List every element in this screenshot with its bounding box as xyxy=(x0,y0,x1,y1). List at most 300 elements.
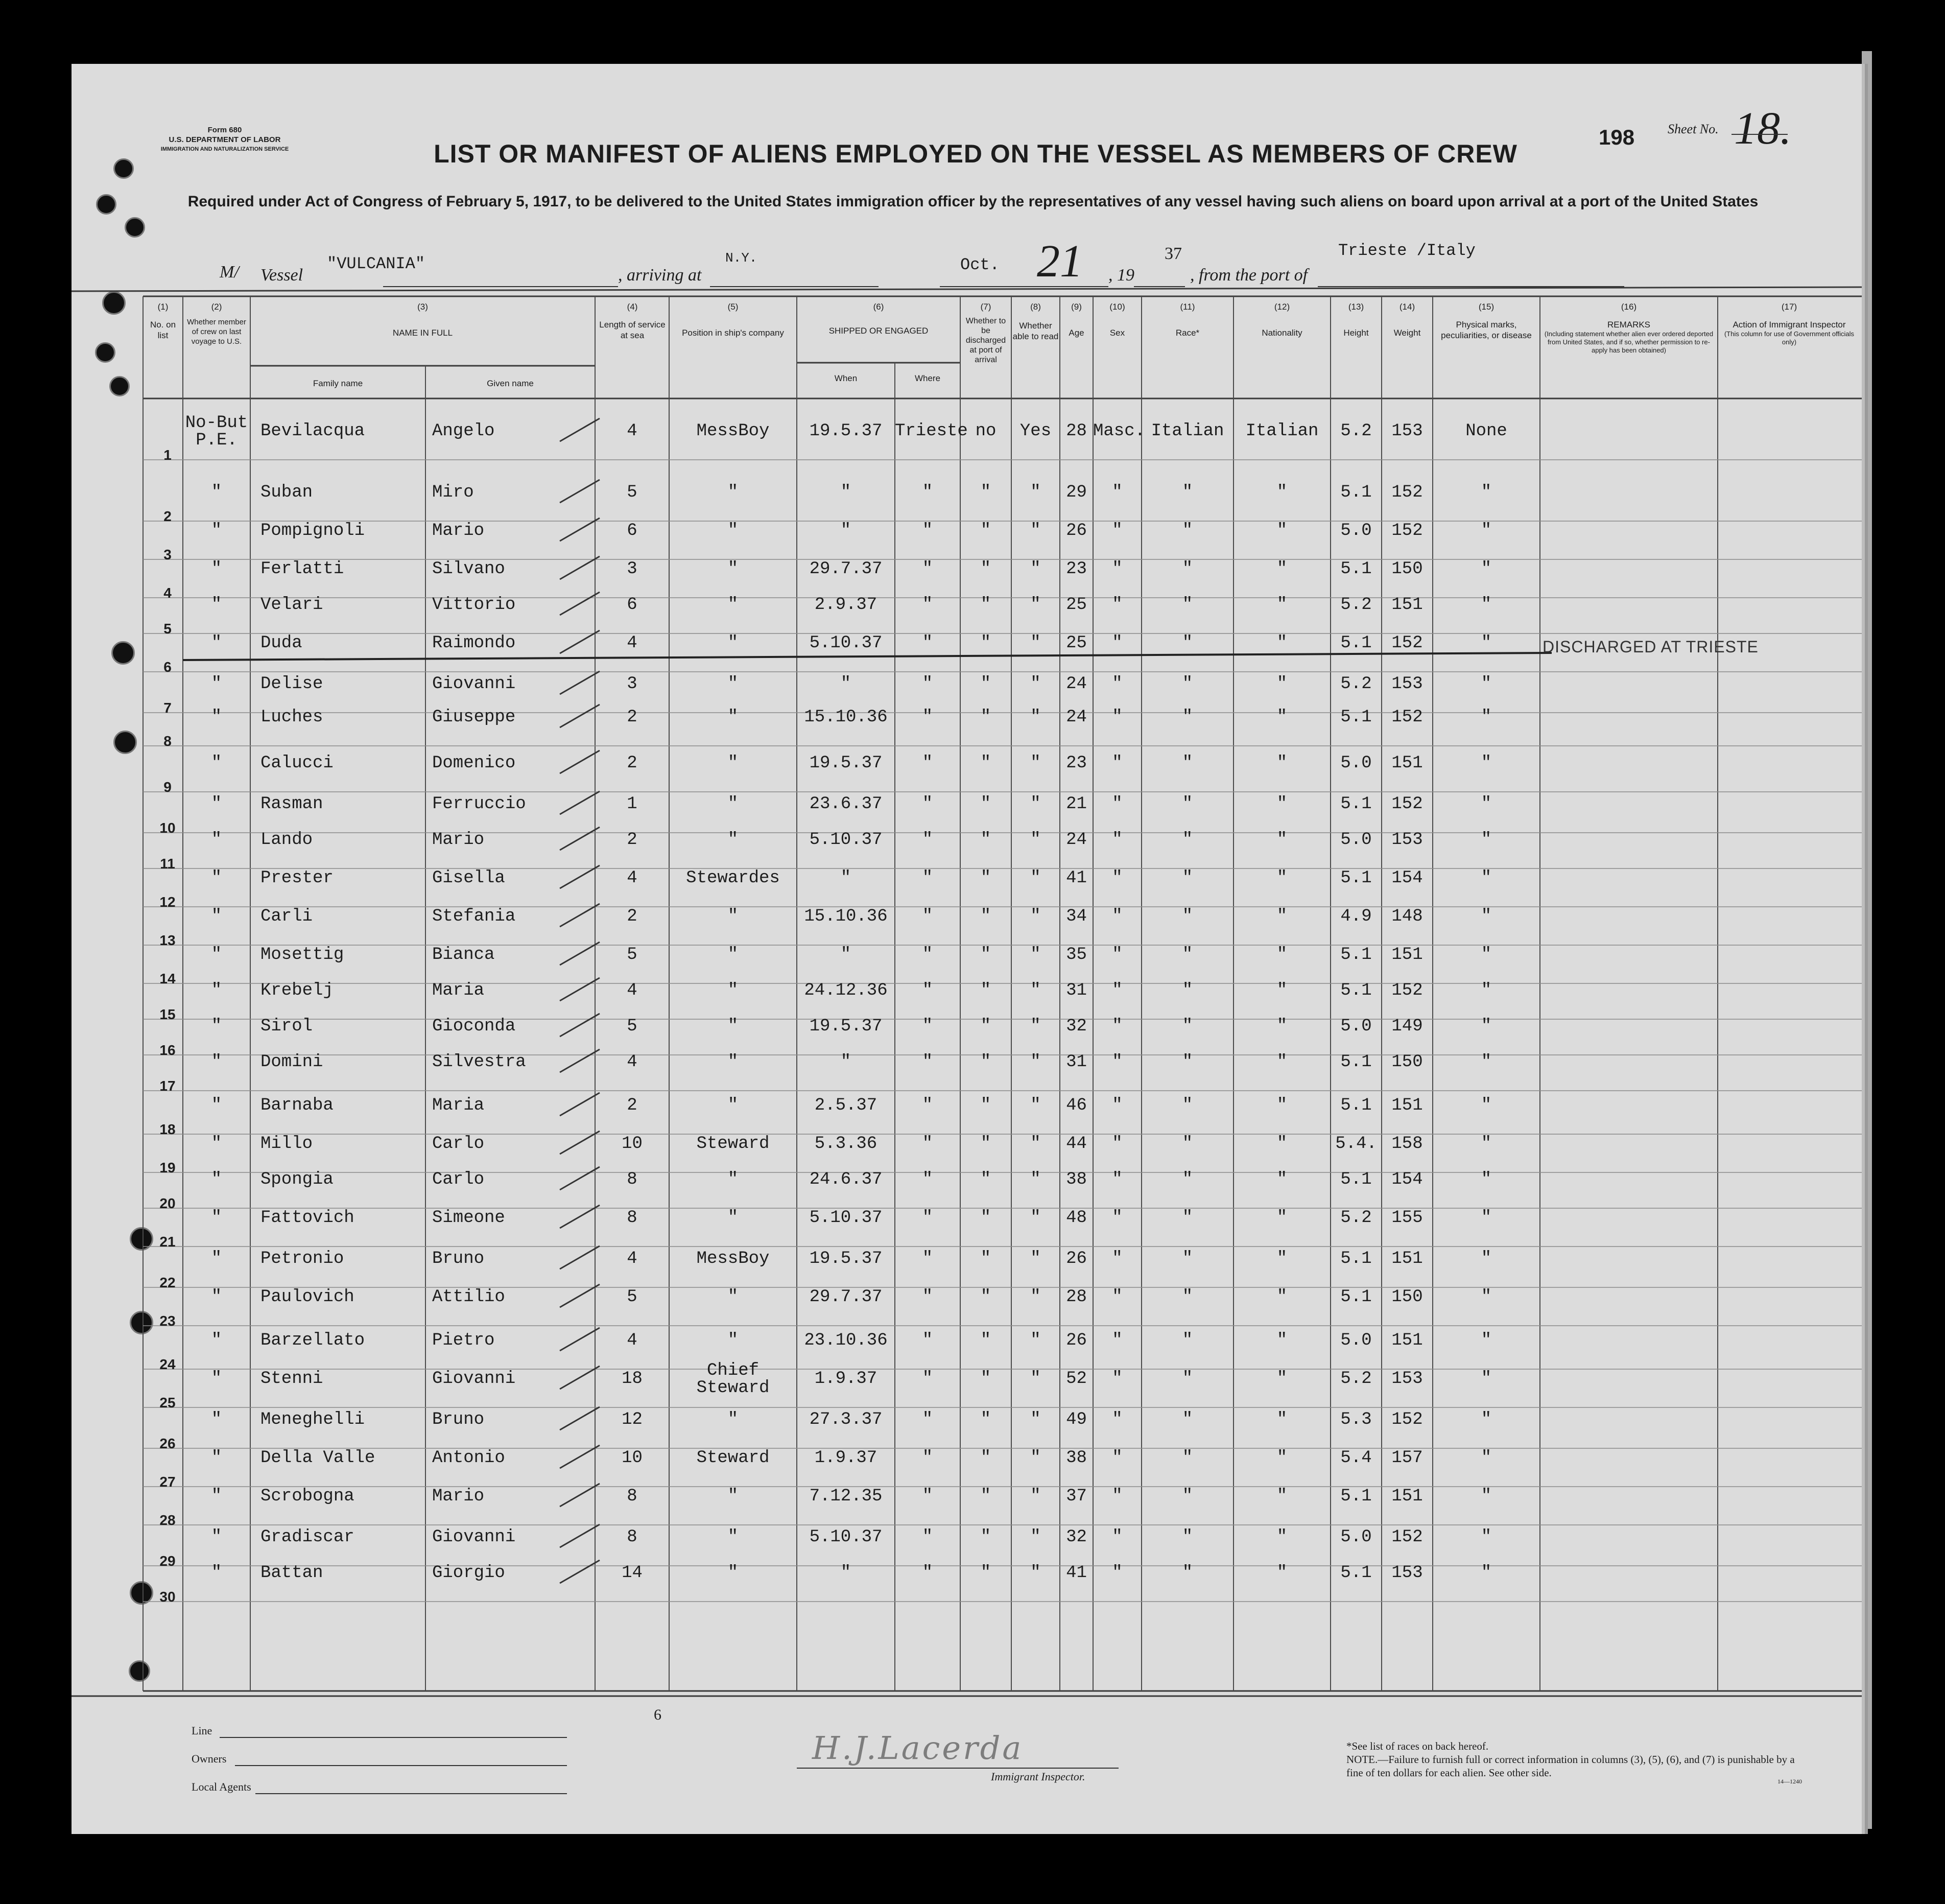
col-discharged-header: (7) Whether to be discharged at port of arrival xyxy=(965,302,1006,364)
cell-sex: " xyxy=(1112,595,1123,615)
cell-crew: " xyxy=(211,1410,222,1429)
cell-position: MessBoy xyxy=(696,421,770,441)
cell-crew: " xyxy=(211,1134,222,1154)
cell-weight: 151 xyxy=(1391,1331,1423,1350)
cell-service: 6 xyxy=(627,521,637,540)
cell-weight: 151 xyxy=(1391,1249,1423,1268)
cell-height: 5.1 xyxy=(1340,794,1372,814)
row-number: 1 xyxy=(163,447,172,463)
cell-weight: 152 xyxy=(1391,483,1423,502)
cell-position: MessBoy xyxy=(696,1249,770,1268)
cell-weight: 158 xyxy=(1391,1134,1423,1154)
cell-sex: " xyxy=(1112,1527,1123,1547)
cell-given: Carlo xyxy=(432,1170,485,1189)
row-number: 8 xyxy=(163,733,172,749)
cell-when: 19.5.37 xyxy=(809,1017,883,1036)
row-number: 24 xyxy=(159,1356,176,1372)
cell-height: 5.1 xyxy=(1340,945,1372,965)
cell-weight: 151 xyxy=(1391,595,1423,615)
cell-weight: 153 xyxy=(1391,674,1423,694)
cell-read: " xyxy=(1030,754,1041,773)
cell-age: 32 xyxy=(1066,1017,1087,1036)
cell-crew: " xyxy=(211,981,222,1000)
cell-age: 26 xyxy=(1066,521,1087,540)
cell-nat: " xyxy=(1276,1017,1288,1036)
cell-height: 5.1 xyxy=(1340,1170,1372,1189)
row-number: 21 xyxy=(159,1234,176,1250)
cell-disch: " xyxy=(980,1096,991,1115)
cell-family: Sirol xyxy=(260,1017,313,1036)
cell-disch: " xyxy=(980,1249,991,1268)
cell-service: 5 xyxy=(627,945,637,965)
cell-when: 19.5.37 xyxy=(809,1249,883,1268)
cell-weight: 151 xyxy=(1391,1487,1423,1506)
col-action-header: (17) Action of Immigrant Inspector (This column for use of Government officials only) xyxy=(1724,302,1855,346)
cell-marks: " xyxy=(1481,1134,1492,1154)
cell-when: " xyxy=(840,945,851,965)
cell-family: Velari xyxy=(260,595,323,615)
cell-where: " xyxy=(922,1331,933,1350)
cell-height: 4.9 xyxy=(1340,907,1372,926)
row-number: 29 xyxy=(159,1553,176,1569)
cell-position: " xyxy=(727,1487,739,1506)
cell-where: " xyxy=(922,1017,933,1036)
cell-disch: " xyxy=(980,1410,991,1429)
cell-where: " xyxy=(922,1208,933,1228)
cell-crew: " xyxy=(211,1017,222,1036)
cell-given: Attilio xyxy=(432,1287,505,1307)
col-no-header: (1) No. on list xyxy=(150,302,176,340)
cell-where: " xyxy=(922,1052,933,1072)
cell-height: 5.0 xyxy=(1340,1331,1372,1350)
cell-position: " xyxy=(727,1331,739,1350)
cell-where: " xyxy=(922,1249,933,1268)
cell-service: 8 xyxy=(627,1208,637,1228)
cell-disch: no xyxy=(975,421,997,441)
cell-given: Pietro xyxy=(432,1331,495,1350)
cell-weight: 149 xyxy=(1391,1017,1423,1036)
cell-given: Domenico xyxy=(432,754,516,773)
cell-weight: 152 xyxy=(1391,1527,1423,1547)
cell-where: " xyxy=(922,1287,933,1307)
cell-service: 8 xyxy=(627,1487,637,1506)
cell-crew: " xyxy=(211,1369,222,1389)
cell-race: " xyxy=(1182,907,1193,926)
cell-weight: 152 xyxy=(1391,1410,1423,1429)
cell-position: " xyxy=(727,794,739,814)
cell-nat: " xyxy=(1276,830,1288,850)
cell-family: Barnaba xyxy=(260,1096,334,1115)
cell-read: " xyxy=(1030,674,1041,694)
cell-given: Gisella xyxy=(432,868,505,888)
row-number: 12 xyxy=(159,894,176,910)
department-name: U.S. DEPARTMENT OF LABOR xyxy=(169,135,281,144)
cell-when: " xyxy=(840,1563,851,1583)
cell-service: 4 xyxy=(627,1249,637,1268)
cell-disch: " xyxy=(980,521,991,540)
cell-read: " xyxy=(1030,1287,1041,1307)
col-read-header: (8) Whether able to read xyxy=(1012,302,1059,341)
cell-position: " xyxy=(727,1563,739,1583)
cell-age: 38 xyxy=(1066,1448,1087,1468)
cell-given: Bruno xyxy=(432,1249,485,1268)
cell-crew: " xyxy=(211,1287,222,1307)
cell-read: " xyxy=(1030,633,1041,653)
cell-nat: " xyxy=(1276,1134,1288,1154)
cell-nat: " xyxy=(1276,1369,1288,1389)
cell-given: Mario xyxy=(432,1487,485,1506)
row-number: 20 xyxy=(159,1195,176,1211)
cell-nat: " xyxy=(1276,945,1288,965)
cell-crew: " xyxy=(211,521,222,540)
cell-sex: " xyxy=(1112,708,1123,727)
cell-race: " xyxy=(1182,1134,1193,1154)
cell-nat: " xyxy=(1276,708,1288,727)
cell-read: Yes xyxy=(1019,421,1052,441)
cell-where: " xyxy=(922,907,933,926)
cell-disch: " xyxy=(980,1487,991,1506)
cell-read: " xyxy=(1030,1448,1041,1468)
cell-age: 52 xyxy=(1066,1369,1087,1389)
cell-when: 19.5.37 xyxy=(809,421,883,441)
cell-crew: " xyxy=(211,794,222,814)
cell-sex: " xyxy=(1112,945,1123,965)
departure-port: Trieste /Italy xyxy=(1338,241,1476,260)
cell-weight: 152 xyxy=(1391,981,1423,1000)
cell-sex: " xyxy=(1112,1410,1123,1429)
cell-weight: 150 xyxy=(1391,1287,1423,1307)
cell-position: " xyxy=(727,907,739,926)
cell-age: 32 xyxy=(1066,1527,1087,1547)
cell-height: 5.1 xyxy=(1340,1287,1372,1307)
cell-crew: " xyxy=(211,674,222,694)
cell-race: " xyxy=(1182,945,1193,965)
cell-age: 34 xyxy=(1066,907,1087,926)
cell-sex: Masc. xyxy=(1093,421,1146,441)
arriving-port: N.Y. xyxy=(725,250,757,266)
cell-race: " xyxy=(1182,559,1193,579)
cell-family: Millo xyxy=(260,1134,313,1154)
cell-service: 12 xyxy=(622,1410,643,1429)
cell-service: 4 xyxy=(627,868,637,888)
cell-age: 44 xyxy=(1066,1134,1087,1154)
cell-position: " xyxy=(727,1096,739,1115)
cell-weight: 154 xyxy=(1391,1170,1423,1189)
cell-family: Barzellato xyxy=(260,1331,365,1350)
cell-height: 5.2 xyxy=(1340,595,1372,615)
cell-weight: 151 xyxy=(1391,754,1423,773)
cell-given: Ferruccio xyxy=(432,794,526,814)
cell-read: " xyxy=(1030,945,1041,965)
cell-weight: 150 xyxy=(1391,559,1423,579)
cell-given: Miro xyxy=(432,483,474,502)
cell-position: Chief Steward xyxy=(696,1361,770,1398)
cell-sex: " xyxy=(1112,674,1123,694)
col-remarks-header: (16) REMARKS (Including statement whether alien ever ordered deported from United States, and if so, whether permission to re-apply has been obtained) xyxy=(1544,302,1714,354)
cell-age: 24 xyxy=(1066,830,1087,850)
cell-race: " xyxy=(1182,1096,1193,1115)
cell-marks: " xyxy=(1481,1208,1492,1228)
arriving-label: , arriving at xyxy=(618,266,702,285)
cell-crew: " xyxy=(211,1331,222,1350)
cell-sex: " xyxy=(1112,1134,1123,1154)
cell-weight: 154 xyxy=(1391,868,1423,888)
cell-disch: " xyxy=(980,830,991,850)
cell-read: " xyxy=(1030,868,1041,888)
cell-family: Bevilacqua xyxy=(260,421,365,441)
row-number: 30 xyxy=(159,1589,176,1605)
cell-family: Pompignoli xyxy=(260,521,365,540)
cell-sex: " xyxy=(1112,1096,1123,1115)
cell-disch: " xyxy=(980,674,991,694)
print-code: 14—1240 xyxy=(1777,1778,1802,1785)
row-number: 7 xyxy=(163,700,172,716)
cell-sex: " xyxy=(1112,830,1123,850)
cell-disch: " xyxy=(980,1287,991,1307)
cell-race: " xyxy=(1182,483,1193,502)
cell-family: Domini xyxy=(260,1052,323,1072)
cell-sex: " xyxy=(1112,981,1123,1000)
cell-nat: " xyxy=(1276,1563,1288,1583)
cell-height: 5.1 xyxy=(1340,1487,1372,1506)
cell-weight: 148 xyxy=(1391,907,1423,926)
cell-when: 24.6.37 xyxy=(809,1170,883,1189)
cell-family: Delise xyxy=(260,674,323,694)
cell-nat: " xyxy=(1276,754,1288,773)
cell-age: 26 xyxy=(1066,1249,1087,1268)
cell-given: Gioconda xyxy=(432,1017,516,1036)
cell-service: 4 xyxy=(627,1052,637,1072)
cell-height: 5.0 xyxy=(1340,521,1372,540)
cell-service: 8 xyxy=(627,1527,637,1547)
cell-disch: " xyxy=(980,559,991,579)
row-number: 9 xyxy=(163,779,172,795)
cell-nat: " xyxy=(1276,1170,1288,1189)
cell-read: " xyxy=(1030,1096,1041,1115)
cell-when: 5.10.37 xyxy=(809,1527,883,1547)
cell-marks: " xyxy=(1481,1487,1492,1506)
cell-service: 14 xyxy=(622,1563,643,1583)
cell-position: " xyxy=(727,633,739,653)
cell-weight: 151 xyxy=(1391,1096,1423,1115)
cell-crew: " xyxy=(211,1563,222,1583)
cell-read: " xyxy=(1030,1487,1041,1506)
cell-read: " xyxy=(1030,1563,1041,1583)
cell-family: Rasman xyxy=(260,794,323,814)
cell-crew: " xyxy=(211,1096,222,1115)
cell-nat: " xyxy=(1276,1052,1288,1072)
cell-given: Giovanni xyxy=(432,674,516,694)
cell-where: " xyxy=(922,1134,933,1154)
cell-weight: 157 xyxy=(1391,1448,1423,1468)
cell-age: 23 xyxy=(1066,754,1087,773)
cell-disch: " xyxy=(980,595,991,615)
cell-nat: " xyxy=(1276,1331,1288,1350)
cell-family: Fattovich xyxy=(260,1208,354,1228)
cell-nat: " xyxy=(1276,633,1288,653)
cell-height: 5.2 xyxy=(1340,1369,1372,1389)
cell-race: " xyxy=(1182,1563,1193,1583)
cell-when: " xyxy=(840,868,851,888)
cell-where: " xyxy=(922,1487,933,1506)
cell-when: 24.12.36 xyxy=(804,981,888,1000)
cell-age: 21 xyxy=(1066,794,1087,814)
cell-position: " xyxy=(727,1287,739,1307)
cell-height: 5.0 xyxy=(1340,1527,1372,1547)
cell-disch: " xyxy=(980,981,991,1000)
cell-race: " xyxy=(1182,674,1193,694)
cell-when: 23.10.36 xyxy=(804,1331,888,1350)
cell-read: " xyxy=(1030,830,1041,850)
cell-crew: " xyxy=(211,830,222,850)
cell-marks: " xyxy=(1481,907,1492,926)
cell-marks: " xyxy=(1481,1096,1492,1115)
cell-crew: " xyxy=(211,483,222,502)
row-number: 14 xyxy=(159,971,176,986)
cell-crew: " xyxy=(211,1487,222,1506)
owners-label: Owners xyxy=(192,1752,227,1765)
cell-marks: " xyxy=(1481,1527,1492,1547)
cell-disch: " xyxy=(980,945,991,965)
cell-when: 2.9.37 xyxy=(814,595,877,615)
cell-disch: " xyxy=(980,1134,991,1154)
cell-given: Mario xyxy=(432,521,485,540)
col-age-header: (9) Age xyxy=(1069,302,1084,338)
col-service-header: (4) Length of service at sea xyxy=(599,302,666,340)
cell-race: " xyxy=(1182,981,1193,1000)
handwritten-mark: 6 xyxy=(654,1706,661,1723)
col-height-header: (13) Height xyxy=(1343,302,1369,338)
cell-weight: 155 xyxy=(1391,1208,1423,1228)
vessel-name: "VULCANIA" xyxy=(327,254,425,273)
cell-disch: " xyxy=(980,1052,991,1072)
cell-race: " xyxy=(1182,1208,1193,1228)
cell-sex: " xyxy=(1112,483,1123,502)
cell-race: " xyxy=(1182,633,1193,653)
cell-age: 49 xyxy=(1066,1410,1087,1429)
cell-disch: " xyxy=(980,1017,991,1036)
cell-given: Angelo xyxy=(432,421,495,441)
cell-height: 5.1 xyxy=(1340,868,1372,888)
cell-nat: " xyxy=(1276,1448,1288,1468)
row-number: 16 xyxy=(159,1042,176,1058)
cell-family: Ferlatti xyxy=(260,559,344,579)
cell-race: " xyxy=(1182,830,1193,850)
cell-marks: " xyxy=(1481,1170,1492,1189)
vessel-label: Vessel xyxy=(260,266,303,285)
cell-height: 5.2 xyxy=(1340,421,1372,441)
cell-family: Battan xyxy=(260,1563,323,1583)
cell-age: 24 xyxy=(1066,674,1087,694)
cell-position: " xyxy=(727,708,739,727)
cell-height: 5.1 xyxy=(1340,559,1372,579)
cell-family: Carli xyxy=(260,907,313,926)
cell-given: Antonio xyxy=(432,1448,505,1468)
cell-marks: " xyxy=(1481,1563,1492,1583)
col-position-header: (5) Position in ship's company xyxy=(682,302,784,338)
cell-position: Stewardes xyxy=(686,868,780,888)
row-number: 13 xyxy=(159,932,176,948)
cell-read: " xyxy=(1030,794,1041,814)
sheet-label: Sheet No. xyxy=(1668,122,1719,136)
family-name-header: Family name xyxy=(313,379,363,388)
cell-nat: " xyxy=(1276,794,1288,814)
row-number: 18 xyxy=(159,1121,176,1137)
cell-where: " xyxy=(922,1170,933,1189)
row-number: 23 xyxy=(159,1313,176,1329)
service-name: IMMIGRATION AND NATURALIZATION SERVICE xyxy=(160,146,289,152)
cell-crew: " xyxy=(211,1170,222,1189)
cell-when: 15.10.36 xyxy=(804,907,888,926)
cell-disch: " xyxy=(980,483,991,502)
cell-when: 5.10.37 xyxy=(809,1208,883,1228)
cell-service: 5 xyxy=(627,1017,637,1036)
cell-read: " xyxy=(1030,907,1041,926)
cell-service: 6 xyxy=(627,595,637,615)
cell-read: " xyxy=(1030,981,1041,1000)
cell-nat: " xyxy=(1276,1096,1288,1115)
cell-service: 5 xyxy=(627,483,637,502)
cell-position: " xyxy=(727,1208,739,1228)
cell-position: " xyxy=(727,521,739,540)
cell-when: 19.5.37 xyxy=(809,754,883,773)
page-number: 198 xyxy=(1599,125,1635,149)
cell-crew: " xyxy=(211,1052,222,1072)
cell-sex: " xyxy=(1112,1487,1123,1506)
row-number: 19 xyxy=(159,1160,176,1176)
cell-family: Meneghelli xyxy=(260,1410,365,1429)
row-number: 5 xyxy=(163,621,172,637)
cell-where: " xyxy=(922,981,933,1000)
cell-crew: " xyxy=(211,559,222,579)
cell-age: 28 xyxy=(1066,1287,1087,1307)
cell-read: " xyxy=(1030,1249,1041,1268)
cell-height: 5.1 xyxy=(1340,633,1372,653)
cell-race: " xyxy=(1182,708,1193,727)
cell-when: " xyxy=(840,483,851,502)
cell-sex: " xyxy=(1112,633,1123,653)
cell-sex: " xyxy=(1112,1249,1123,1268)
row-number: 15 xyxy=(159,1006,176,1022)
cell-service: 10 xyxy=(622,1448,643,1468)
cell-where: " xyxy=(922,794,933,814)
cell-read: " xyxy=(1030,1134,1041,1154)
col-sex-header: (10) Sex xyxy=(1109,302,1125,338)
cell-nat: " xyxy=(1276,1410,1288,1429)
cell-disch: " xyxy=(980,1170,991,1189)
cell-weight: 150 xyxy=(1391,1052,1423,1072)
cell-weight: 152 xyxy=(1391,708,1423,727)
cell-marks: " xyxy=(1481,559,1492,579)
local-agents-label: Local Agents xyxy=(192,1780,251,1793)
cell-race: " xyxy=(1182,1487,1193,1506)
cell-crew: " xyxy=(211,945,222,965)
cell-crew: " xyxy=(211,868,222,888)
cell-given: Vittorio xyxy=(432,595,516,615)
row-number: 27 xyxy=(159,1474,176,1490)
cell-disch: " xyxy=(980,708,991,727)
cell-race: " xyxy=(1182,595,1193,615)
cell-read: " xyxy=(1030,1052,1041,1072)
cell-service: 10 xyxy=(622,1134,643,1154)
cell-disch: " xyxy=(980,1331,991,1350)
cell-height: 5.4. xyxy=(1335,1134,1377,1154)
cell-when: 29.7.37 xyxy=(809,1287,883,1307)
cell-given: Maria xyxy=(432,981,485,1000)
row-number: 22 xyxy=(159,1275,176,1290)
cell-service: 2 xyxy=(627,754,637,773)
row-number: 11 xyxy=(160,856,175,872)
